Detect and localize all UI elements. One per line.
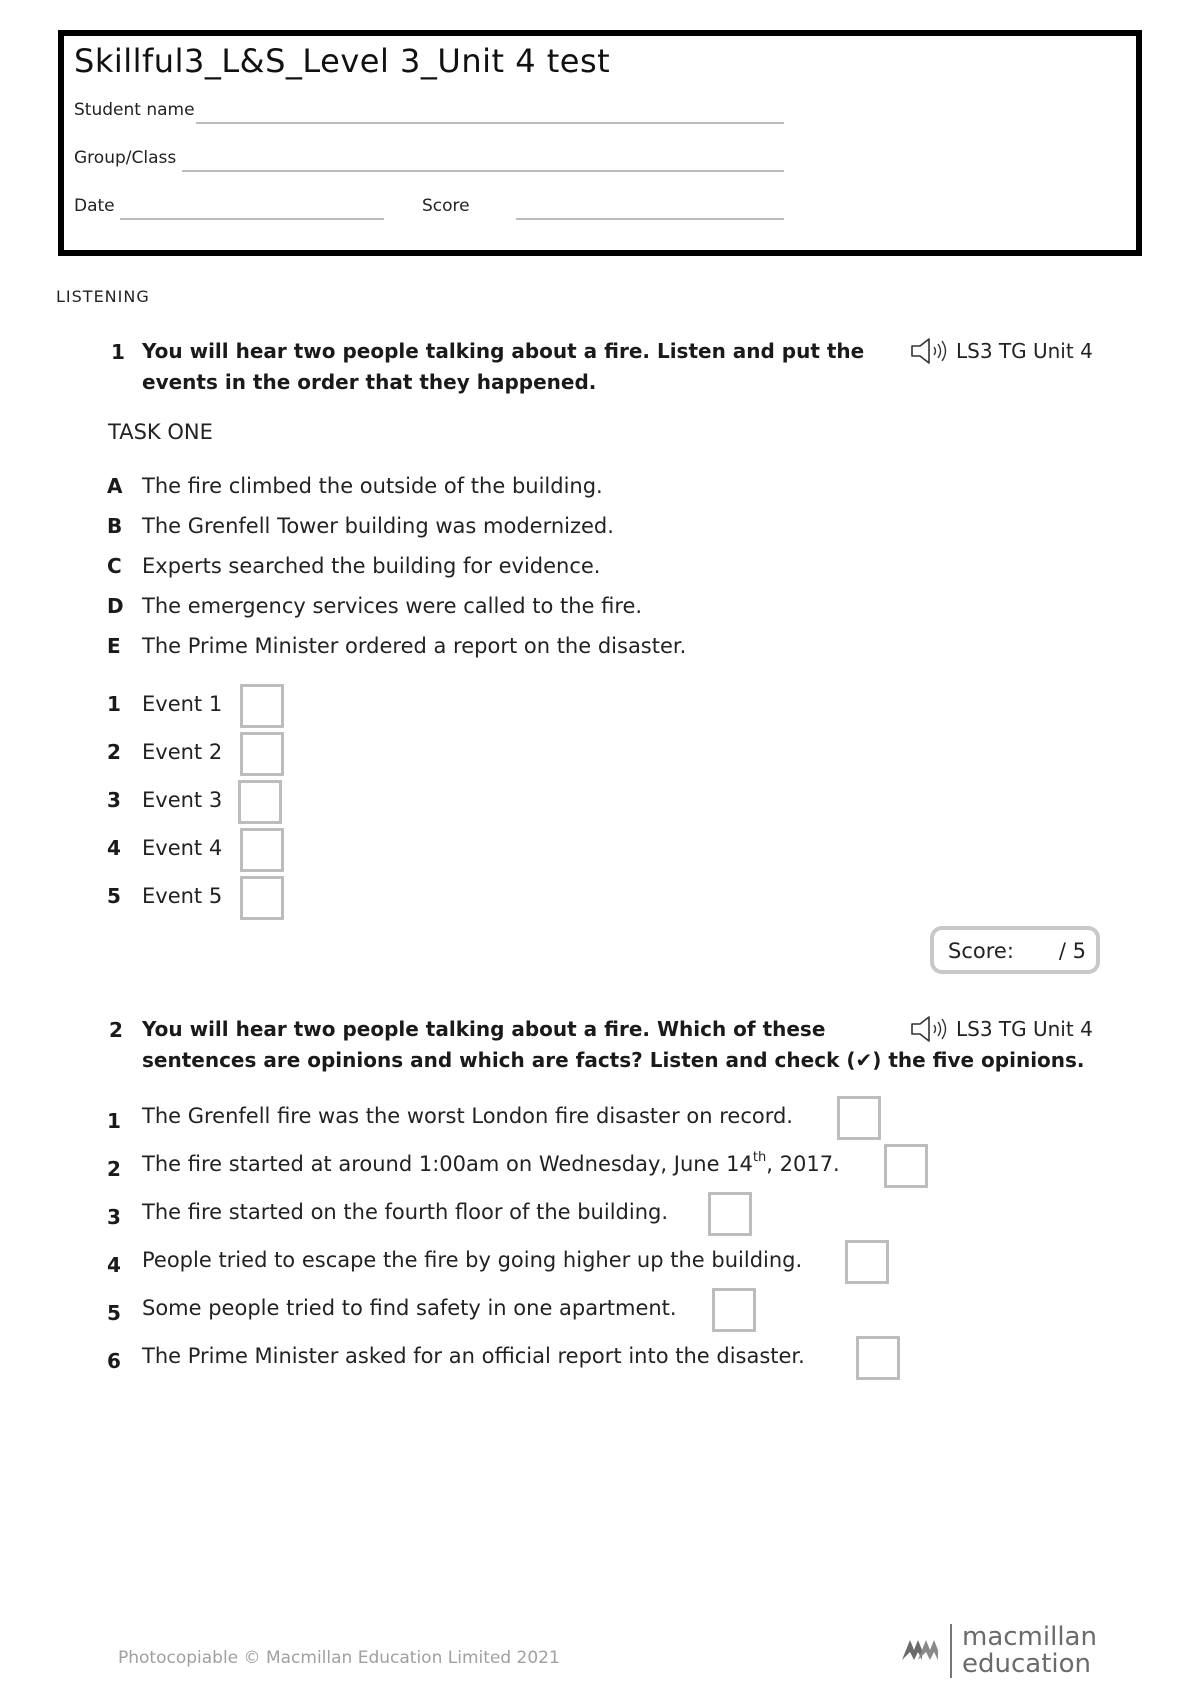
logo-divider xyxy=(950,1624,952,1678)
sentence-number-2: 2 xyxy=(107,1157,121,1181)
document-title: Skillful3_L&S_Level 3_Unit 4 test xyxy=(74,42,611,80)
sentence-number-1: 1 xyxy=(107,1109,121,1133)
date-label: Date xyxy=(74,196,115,216)
speaker-icon xyxy=(910,336,948,366)
question-2-audio[interactable] xyxy=(910,1014,1093,1044)
option-text-d: The emergency services were called to the fire. xyxy=(142,594,643,618)
footer-copyright: Photocopiable © Macmillan Education Limited 2021 xyxy=(118,1648,560,1668)
sentence-checkbox-1[interactable] xyxy=(837,1096,881,1140)
event-answer-box-4[interactable] xyxy=(240,828,284,872)
event-number-4: 4 xyxy=(107,836,121,860)
option-text-a: The fire climbed the outside of the building. xyxy=(142,474,603,498)
sentence-2-main: The fire started at around 1:00am on Wednesday, June 14 xyxy=(142,1152,753,1176)
sentence-number-5: 5 xyxy=(107,1301,121,1325)
event-answer-box-3[interactable] xyxy=(238,780,282,824)
event-label-2: Event 2 xyxy=(142,740,223,764)
sentence-checkbox-6[interactable] xyxy=(856,1336,900,1380)
question-1-score-box[interactable] xyxy=(930,926,1100,974)
event-number-2: 2 xyxy=(107,740,121,764)
question-1-instruction xyxy=(142,336,864,398)
event-label-3: Event 3 xyxy=(142,788,223,812)
student-name-field[interactable] xyxy=(196,122,784,124)
sentence-text-3: The fire started on the fourth floor of the building. xyxy=(142,1200,669,1224)
sentence-text-5: Some people tried to find safety in one apartment. xyxy=(142,1296,677,1320)
macmillan-logo-icon xyxy=(900,1634,940,1668)
sentence-2-end: , 2017. xyxy=(766,1152,840,1176)
option-text-e: The Prime Minister ordered a report on the disaster. xyxy=(142,634,687,658)
event-label-4: Event 4 xyxy=(142,836,223,860)
sentence-number-6: 6 xyxy=(107,1349,121,1373)
group-class-label: Group/Class xyxy=(74,148,177,168)
event-number-1: 1 xyxy=(107,692,121,716)
question-1-line-2: events in the order that they happened. xyxy=(142,370,597,394)
sentence-checkbox-2[interactable] xyxy=(884,1144,928,1188)
event-label-5: Event 5 xyxy=(142,884,223,908)
event-number-5: 5 xyxy=(107,884,121,908)
sentence-checkbox-4[interactable] xyxy=(845,1240,889,1284)
question-2-audio-label: LS3 TG Unit 4 xyxy=(956,1017,1093,1041)
event-answer-box-1[interactable] xyxy=(240,684,284,728)
logo-wordmark xyxy=(962,1624,1097,1678)
sentence-text-1: The Grenfell fire was the worst London fire disaster on record. xyxy=(142,1104,793,1128)
option-text-b: The Grenfell Tower building was modernized. xyxy=(142,514,614,538)
group-class-field[interactable] xyxy=(182,170,784,172)
test-header-box xyxy=(58,30,1142,256)
sentence-text-2 xyxy=(142,1152,840,1176)
sentence-text-6: The Prime Minister asked for an official report into the disaster. xyxy=(142,1344,805,1368)
logo-line-1: macmillan xyxy=(962,1622,1097,1652)
option-letter-d: D xyxy=(107,594,124,618)
score-label: Score xyxy=(422,196,470,216)
student-name-label: Student name xyxy=(74,100,195,120)
score-pill-total: / 5 xyxy=(1058,939,1086,963)
sentence-number-4: 4 xyxy=(107,1253,121,1277)
logo-line-2: education xyxy=(962,1649,1092,1679)
question-1-line-1: You will hear two people talking about a fire. Listen and put the xyxy=(142,339,865,363)
date-field[interactable] xyxy=(120,218,384,220)
task-one-label: TASK ONE xyxy=(108,420,213,444)
event-answer-box-2[interactable] xyxy=(240,732,284,776)
question-2-number: 2 xyxy=(109,1018,123,1042)
sentence-checkbox-5[interactable] xyxy=(712,1288,756,1332)
question-1-number: 1 xyxy=(111,340,125,364)
question-1-audio[interactable] xyxy=(910,336,1093,366)
question-1-audio-label: LS3 TG Unit 4 xyxy=(956,339,1093,363)
sentence-checkbox-3[interactable] xyxy=(708,1192,752,1236)
score-pill-label: Score: xyxy=(948,939,1014,963)
sentence-2-superscript: th xyxy=(752,1150,767,1165)
option-letter-b: B xyxy=(107,514,123,538)
event-number-3: 3 xyxy=(107,788,121,812)
sentence-number-3: 3 xyxy=(107,1205,121,1229)
section-label-listening: LISTENING xyxy=(56,287,150,306)
event-label-1: Event 1 xyxy=(142,692,223,716)
option-letter-a: A xyxy=(107,474,123,498)
option-letter-c: C xyxy=(107,554,122,578)
option-text-c: Experts searched the building for evidence. xyxy=(142,554,601,578)
sentence-text-4: People tried to escape the fire by going higher up the building. xyxy=(142,1248,803,1272)
publisher-logo xyxy=(900,1624,1097,1678)
speaker-icon xyxy=(910,1014,948,1044)
question-2-line-1: You will hear two people talking about a fire. Which of these xyxy=(142,1017,826,1041)
event-answer-box-5[interactable] xyxy=(240,876,284,920)
question-2-line-2: sentences are opinions and which are facts? Listen and check (✔) the five opinions. xyxy=(142,1048,1085,1072)
score-field[interactable] xyxy=(516,218,784,220)
option-letter-e: E xyxy=(107,634,121,658)
